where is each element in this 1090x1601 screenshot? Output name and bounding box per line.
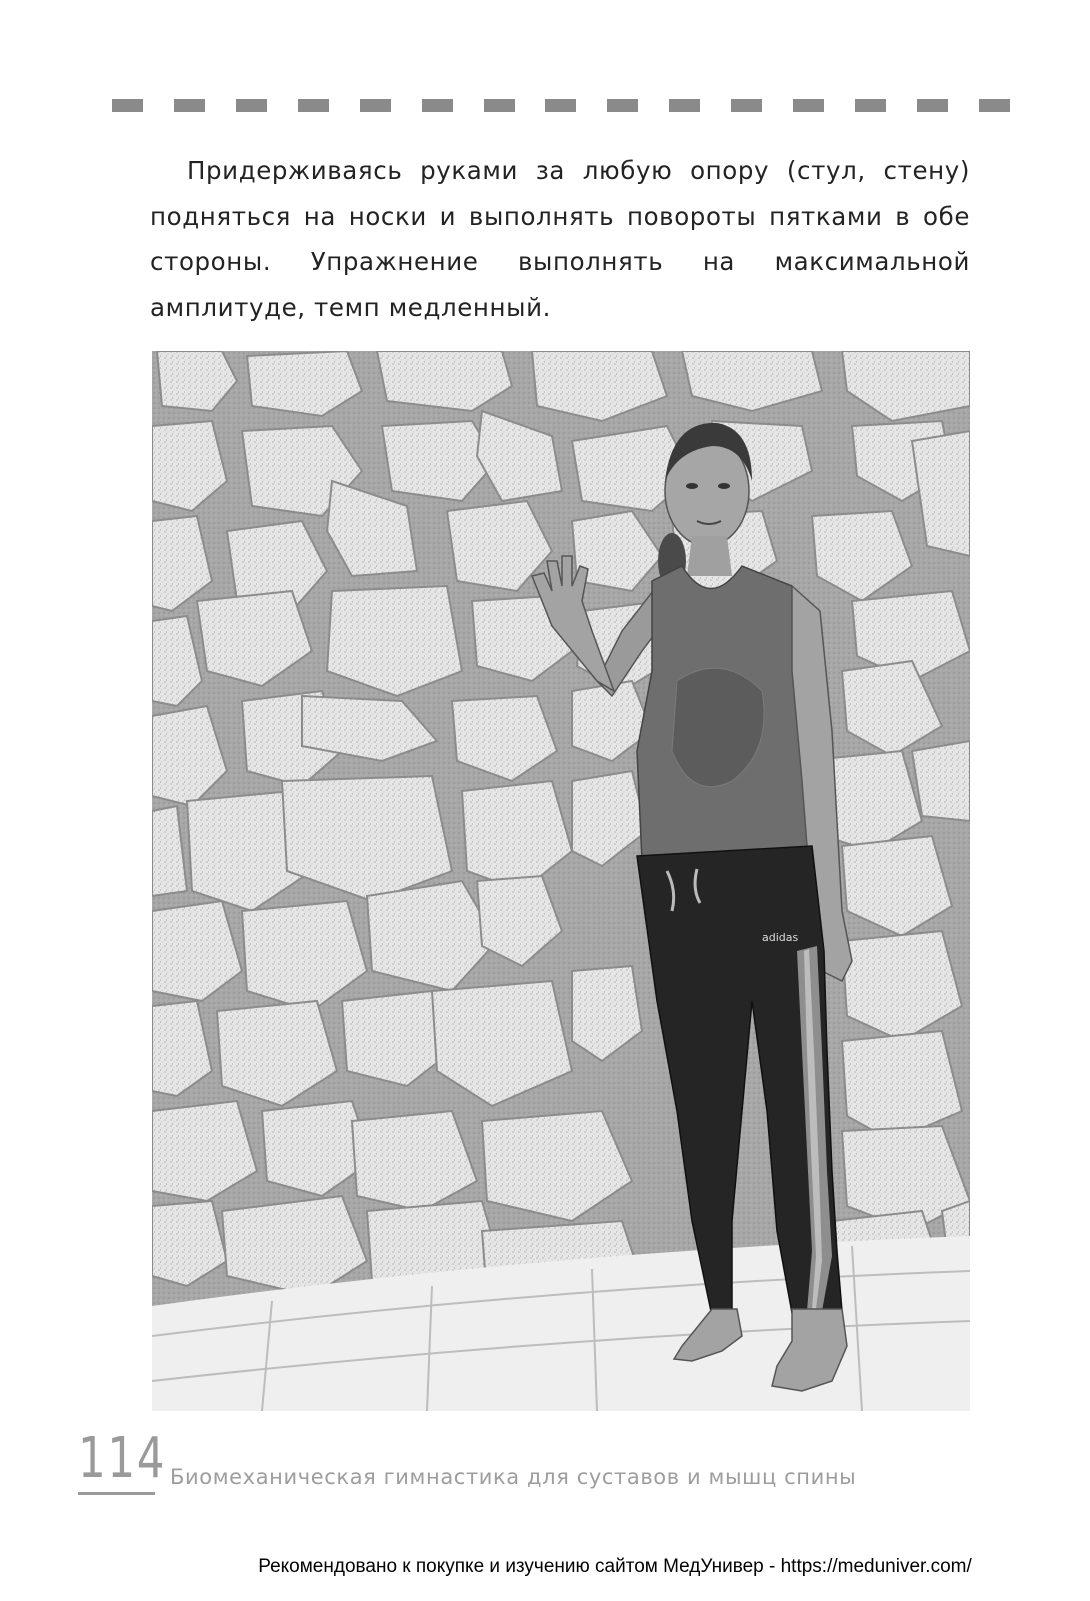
recommendation-footer: Рекомендовано к покупке и изучению сайтом МедУнивер - https://meduniver.com/ <box>258 1556 972 1577</box>
page-number-underline <box>78 1492 155 1495</box>
exercise-paragraph: Придерживаясь руками за любую опору (стул, стену) подняться на носки и выполнять повороты пятками в обе стороны. Упражнение выполнять на максимальной амплитуде, темп медленный. <box>150 156 970 322</box>
divider-dash <box>855 99 886 112</box>
divider-dash <box>917 99 948 112</box>
divider-dash <box>484 99 515 112</box>
divider-dash <box>174 99 205 112</box>
divider-dash <box>669 99 700 112</box>
divider-dash <box>793 99 824 112</box>
exercise-photo <box>152 351 970 1411</box>
divider-dash <box>360 99 391 112</box>
divider-dash <box>298 99 329 112</box>
divider-dash <box>236 99 267 112</box>
divider-dash <box>422 99 453 112</box>
running-title: Биомеханическая гимнастика для суставов и мышц спины <box>170 1465 857 1489</box>
page-number: 114 <box>78 1426 167 1491</box>
divider-dash <box>731 99 762 112</box>
divider-dash <box>112 99 143 112</box>
exercise-description <box>150 148 970 330</box>
divider-dash <box>607 99 638 112</box>
decorative-dash-divider <box>112 99 1010 113</box>
divider-dash <box>979 99 1010 112</box>
adidas-logo-text: adidas <box>762 931 799 944</box>
divider-dash <box>545 99 576 112</box>
